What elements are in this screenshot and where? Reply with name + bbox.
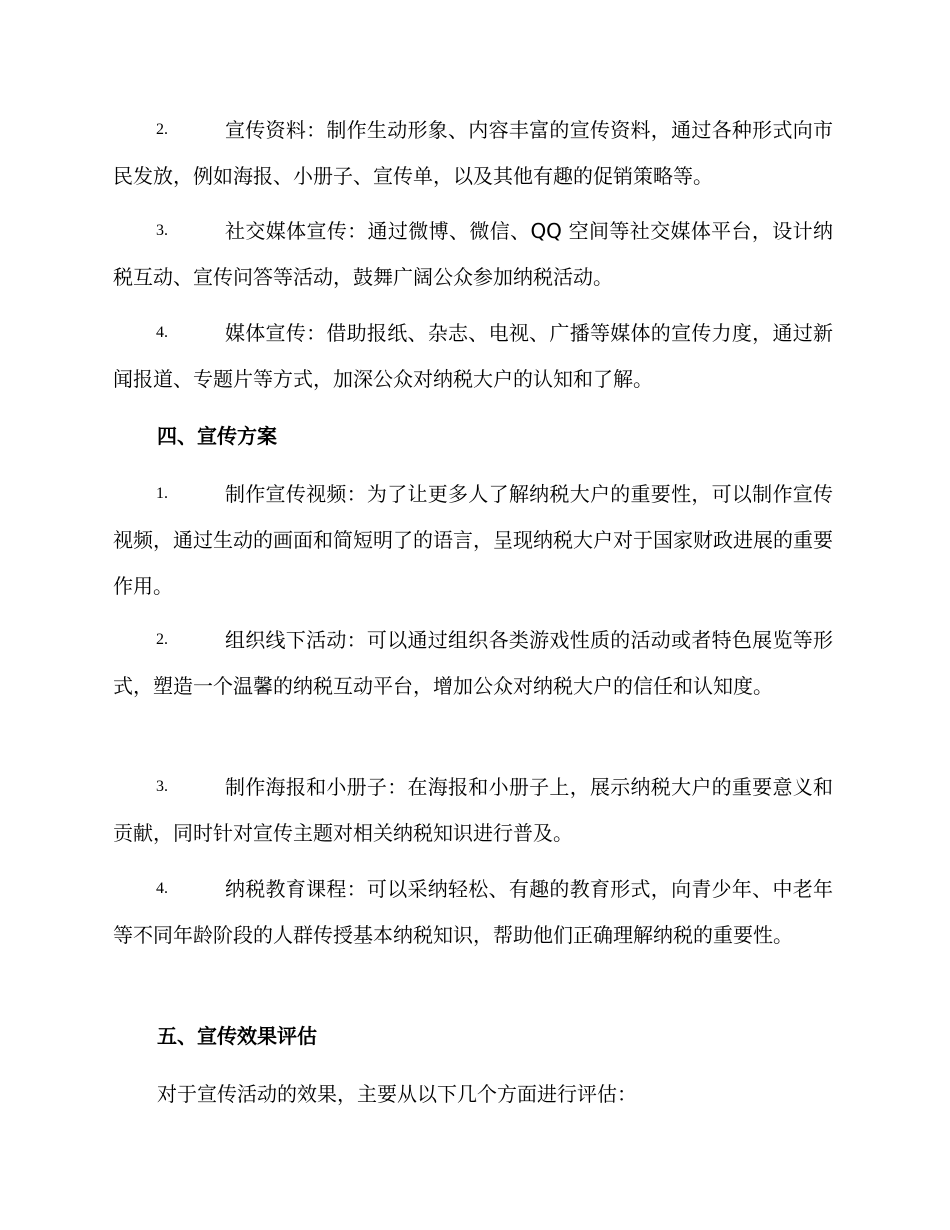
list-item-number: 3. [156, 222, 168, 239]
list-item-text: 纳税教育课程：可以采纳轻松、有趣的教育形式，向青少年、中老年等不同年龄阶段的人群传授基本纳税知识，帮助他们正确理解纳税的重要性。 [113, 877, 833, 947]
list-item [113, 107, 833, 199]
list-item-number: 2. [156, 121, 168, 138]
list-item-text: 媒体宣传：借助报纸、杂志、电视、广播等媒体的宣传力度，通过新闻报道、专题片等方式，加深公众对纳税大户的认知和了解。 [113, 321, 833, 391]
list-item [113, 866, 833, 958]
list-item [113, 471, 833, 609]
list-item-text: 宣传资料：制作生动形象、内容丰富的宣传资料，通过各种形式向市民发放，例如海报、小册子、宣传单，以及其他有趣的促销策略等。 [113, 118, 833, 188]
evaluation-intro: 对于宣传活动的效果，主要从以下几个方面进行评估： [157, 1082, 637, 1106]
list-item-number: 4. [156, 324, 168, 341]
list-item [113, 310, 833, 402]
list-item [113, 764, 833, 856]
list-item-number: 2. [156, 631, 168, 648]
list-item-number: 4. [156, 880, 168, 897]
list-item-text: 制作宣传视频：为了让更多人了解纳税大户的重要性，可以制作宣传视频，通过生动的画面和简短明了的语言，呈现纳税大户对于国家财政进展的重要作用。 [113, 482, 833, 598]
list-item-number: 1. [156, 485, 168, 502]
list-item-text: 组织线下活动：可以通过组织各类游戏性质的活动或者特色展览等形式，塑造一个温馨的纳税互动平台，增加公众对纳税大户的信任和认知度。 [113, 628, 833, 698]
list-item-text: 制作海报和小册子：在海报和小册子上，展示纳税大户的重要意义和贡献，同时针对宣传主题对相关纳税知识进行普及。 [113, 775, 833, 845]
list-item [113, 617, 833, 709]
list-item [113, 208, 833, 300]
list-item-number: 3. [156, 778, 168, 795]
list-item-text: 社交媒体宣传：通过微博、微信、QQ 空间等社交媒体平台，设计纳税互动、宣传问答等活动，鼓舞广阔公众参加纳税活动。 [113, 219, 833, 289]
section-heading-evaluation: 五、宣传效果评估 [157, 1024, 317, 1048]
section-heading-plan: 四、宣传方案 [157, 424, 277, 448]
